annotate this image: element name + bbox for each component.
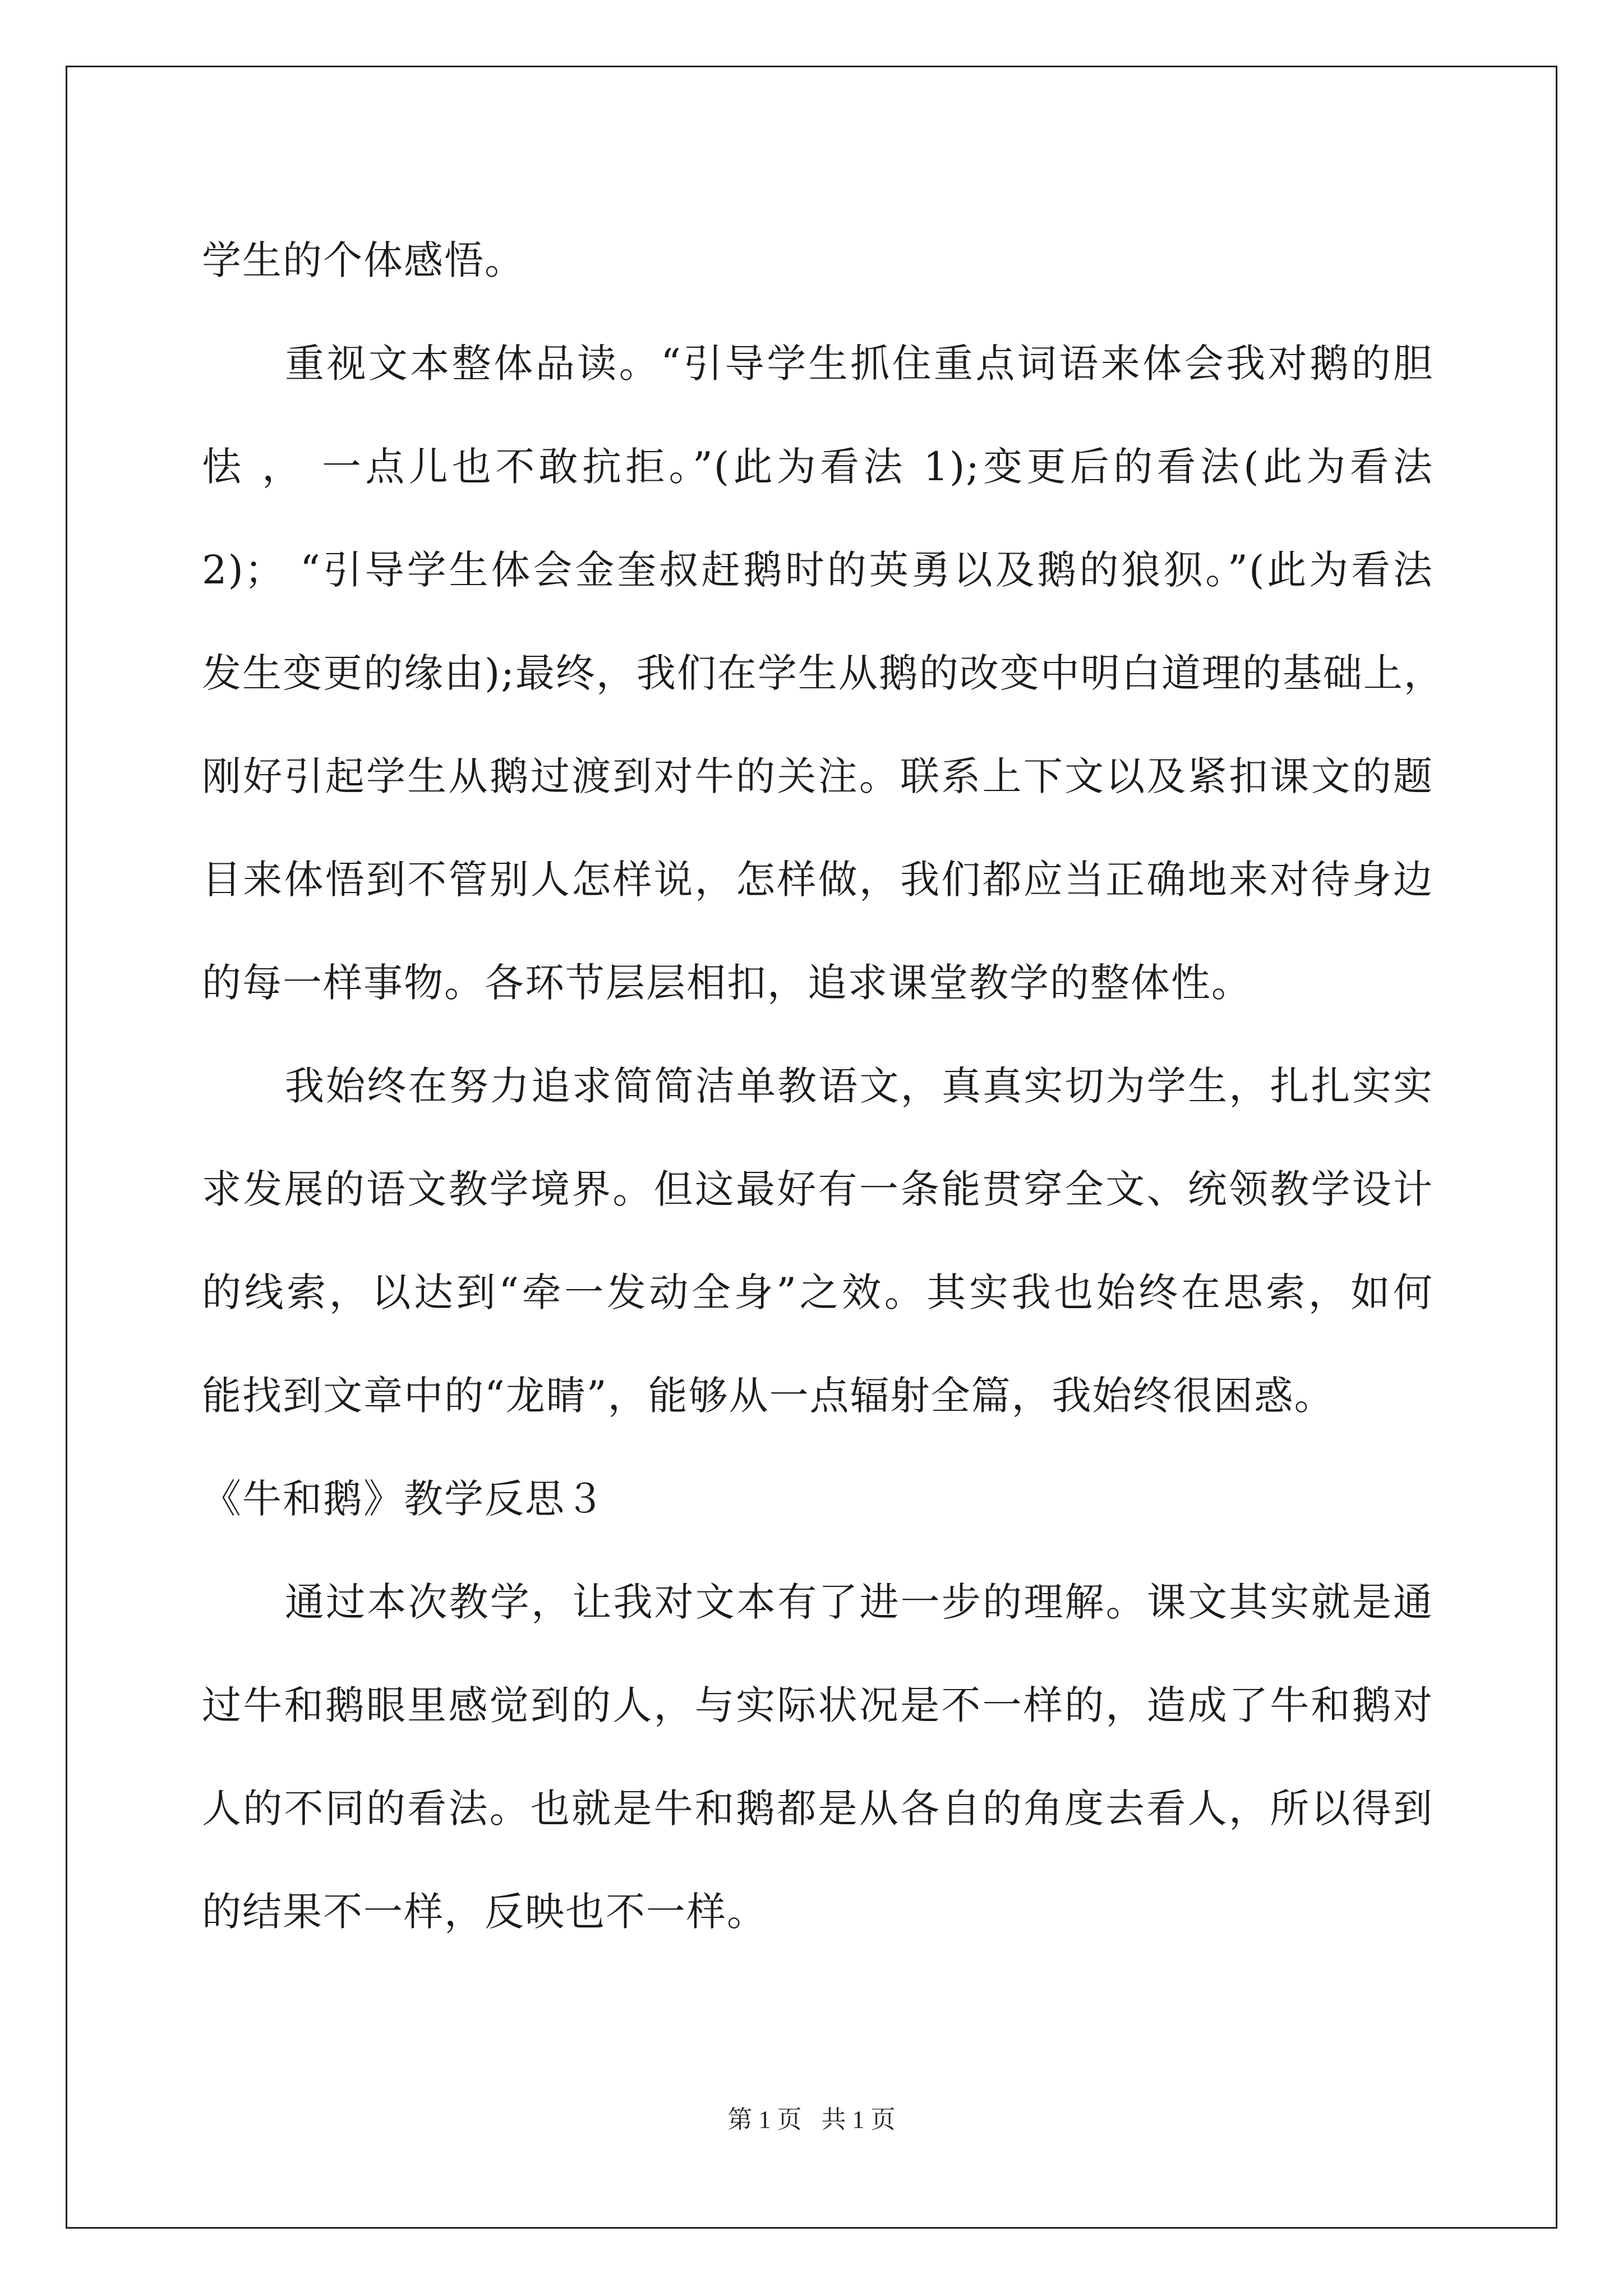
section-heading: 《牛和鹅》教学反思３ <box>202 1476 606 1522</box>
page-total: 共 1 页 <box>821 2106 896 2133</box>
paragraph-start-line: 我始终在努力追求简简洁单教语文，真真实切为学生，扎扎实实 <box>285 1063 1433 1109</box>
document-body <box>202 209 1444 1963</box>
text-line: 求发展的语文教学境界。但这最好有一条能贯穿全文、统领教学设计 <box>202 1166 1433 1212</box>
text-line: 过牛和鹅眼里感觉到的人，与实际状况是不一样的，造成了牛和鹅对 <box>202 1682 1433 1728</box>
text-line: 能找到文章中的“龙睛”，能够从一点辐射全篇，我始终很困惑。 <box>202 1373 1335 1419</box>
text-line: 的线索，以达到“牵一发动全身”之效。其实我也始终在思索，如何 <box>202 1269 1433 1315</box>
text-line: 学生的个体感悟。 <box>202 237 525 283</box>
text-line: 目来体悟到不管别人怎样说，怎样做，我们都应当正确地来对待身边 <box>202 857 1433 903</box>
text-line: 发生变更的缘由);最终，我们在学生从鹅的改变中明白道理的基础上， <box>202 650 1444 696</box>
page-number: 第 1 页 <box>727 2106 802 2133</box>
text-line: 的每一样事物。各环节层层相扣，追求课堂教学的整体性。 <box>202 960 1252 1006</box>
text-line: 怯 ， 一点儿也不敢抗拒。”(此为看法 1);变更后的看法(此为看法 <box>202 444 1433 490</box>
text-line: 的结果不一样，反映也不一样。 <box>202 1889 767 1935</box>
paragraph-start-line: 通过本次教学，让我对文本有了进一步的理解。课文其实就是通 <box>285 1579 1433 1625</box>
page-footer <box>0 2099 1623 2135</box>
text-line: 人的不同的看法。也就是牛和鹅都是从各自的角度去看人，所以得到 <box>202 1786 1433 1832</box>
paragraph-start-line: 重视文本整体品读。“引导学生抓住重点词语来体会我对鹅的胆 <box>285 341 1433 386</box>
text-line: 刚好引起学生从鹅过渡到对牛的关注。联系上下文以及紧扣课文的题 <box>202 753 1433 799</box>
text-line: 2)； “引导学生体会金奎叔赶鹅时的英勇以及鹅的狼狈。”(此为看法 <box>202 547 1433 593</box>
